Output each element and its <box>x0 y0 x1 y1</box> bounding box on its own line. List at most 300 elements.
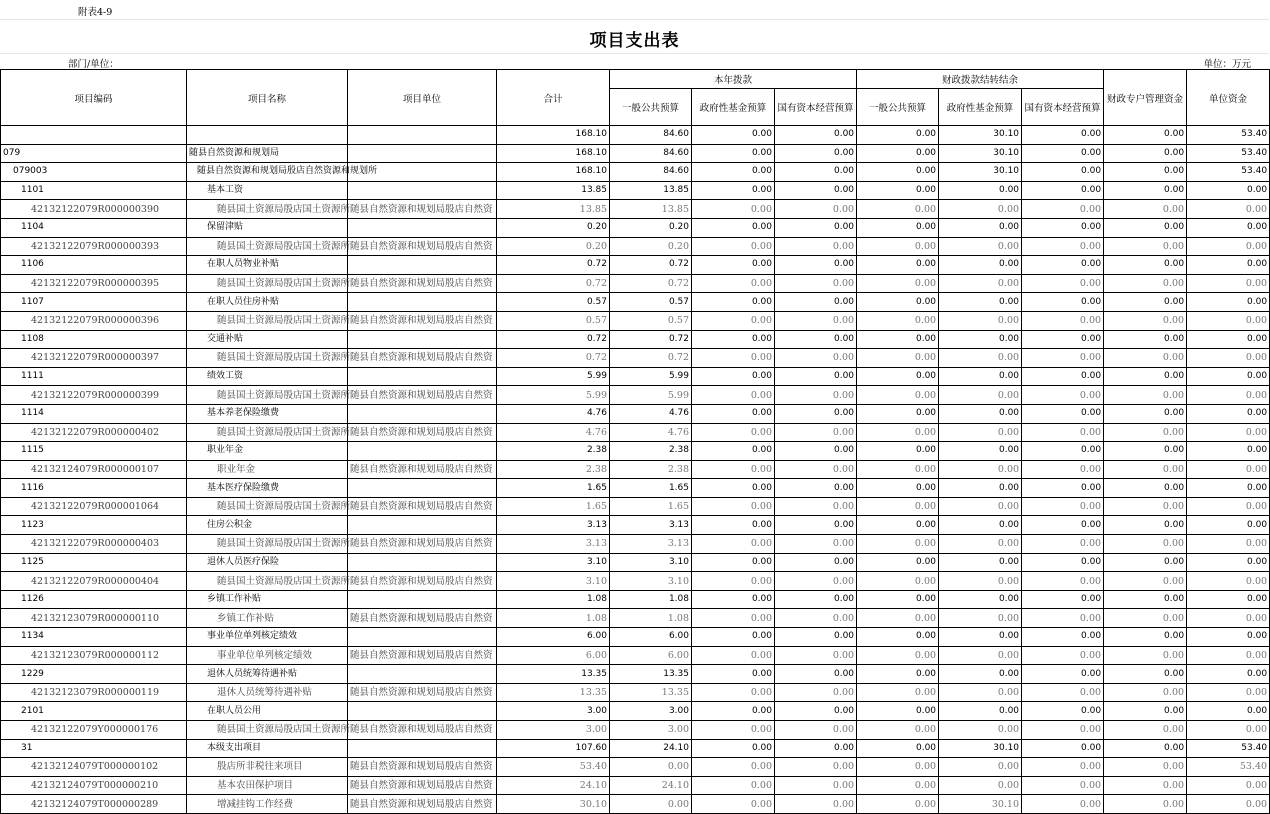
cell-general: 3.00 <box>610 721 692 740</box>
cell-own: 0.00 <box>1187 590 1270 609</box>
cell-general: 6.00 <box>610 628 692 647</box>
cell-state: 0.00 <box>775 423 857 442</box>
cell-name: 乡镇工作补贴 <box>187 590 348 609</box>
cell-fund2: 0.00 <box>939 460 1022 479</box>
cell-general2: 0.00 <box>857 386 939 405</box>
cell-state2: 0.00 <box>1022 349 1104 368</box>
cell-state: 0.00 <box>775 646 857 665</box>
cell-special: 0.00 <box>1104 163 1187 182</box>
col-own-header[interactable]: 单位资金 <box>1187 70 1270 126</box>
cell-code: 1107 <box>1 293 187 312</box>
cell-special: 0.00 <box>1104 330 1187 349</box>
cell-state: 0.00 <box>775 739 857 758</box>
cell-general: 4.76 <box>610 404 692 423</box>
table-row[interactable] <box>1 460 1270 479</box>
cell-total: 3.13 <box>497 535 610 554</box>
cell-fund2: 0.00 <box>939 330 1022 349</box>
cell-own: 0.00 <box>1187 442 1270 461</box>
cell-general2: 0.00 <box>857 442 939 461</box>
table-row[interactable] <box>1 349 1270 368</box>
cell-fund2: 0.00 <box>939 423 1022 442</box>
cell-state: 0.00 <box>775 311 857 330</box>
cell-fund2: 0.00 <box>939 293 1022 312</box>
cell-state2: 0.00 <box>1022 460 1104 479</box>
cell-state2: 0.00 <box>1022 758 1104 777</box>
cell-name: 随县国土资源局殷店国土资源所 <box>187 423 348 442</box>
col-state2-header[interactable]: 国有资本经营预算 <box>1022 89 1104 126</box>
table-row[interactable] <box>1 200 1270 219</box>
col-general-header[interactable]: 一般公共预算 <box>610 89 692 126</box>
cell-state: 0.00 <box>775 516 857 535</box>
top-note-row <box>0 0 1269 20</box>
cell-name: 退休人员统筹待遇补贴 <box>187 665 348 684</box>
cell-state2: 0.00 <box>1022 256 1104 275</box>
cell-state2: 0.00 <box>1022 590 1104 609</box>
cell-general: 2.38 <box>610 442 692 461</box>
cell-fund2: 30.10 <box>939 144 1022 163</box>
cell-name: 随县国土资源局殷店国土资源所 <box>187 349 348 368</box>
cell-own: 0.00 <box>1187 386 1270 405</box>
cell-general: 4.76 <box>610 423 692 442</box>
cell-unit <box>348 442 497 461</box>
page-title: 项目支出表 <box>589 31 680 51</box>
cell-own: 53.40 <box>1187 758 1270 777</box>
cell-total: 30.10 <box>497 795 610 814</box>
cell-state: 0.00 <box>775 163 857 182</box>
table-row[interactable] <box>1 144 1270 163</box>
table-row[interactable] <box>1 479 1270 498</box>
cell-general2: 0.00 <box>857 256 939 275</box>
cell-general: 0.20 <box>610 237 692 256</box>
cell-total: 0.20 <box>497 237 610 256</box>
cell-state2: 0.00 <box>1022 386 1104 405</box>
cell-fund: 0.00 <box>692 553 775 572</box>
table-row[interactable] <box>1 423 1270 442</box>
cell-fund: 0.00 <box>692 572 775 591</box>
cell-total: 1.08 <box>497 609 610 628</box>
cell-unit <box>348 702 497 721</box>
cell-total: 4.76 <box>497 404 610 423</box>
table-row[interactable] <box>1 721 1270 740</box>
cell-unit <box>348 293 497 312</box>
cell-total: 3.00 <box>497 721 610 740</box>
cell-unit <box>348 628 497 647</box>
cell-name <box>187 126 348 145</box>
cell-name: 退休人员医疗保险 <box>187 553 348 572</box>
table-row[interactable] <box>1 553 1270 572</box>
cell-special: 0.00 <box>1104 479 1187 498</box>
cell-state2: 0.00 <box>1022 609 1104 628</box>
table-row[interactable] <box>1 776 1270 795</box>
cell-general: 3.13 <box>610 516 692 535</box>
cell-fund: 0.00 <box>692 163 775 182</box>
cell-fund2: 0.00 <box>939 665 1022 684</box>
cell-special: 0.00 <box>1104 553 1187 572</box>
cell-name: 基本农田保护项目 <box>187 776 348 795</box>
cell-fund2: 0.00 <box>939 535 1022 554</box>
table-row[interactable] <box>1 274 1270 293</box>
cell-fund2: 0.00 <box>939 218 1022 237</box>
cell-state2: 0.00 <box>1022 330 1104 349</box>
cell-unit <box>348 256 497 275</box>
col-code-header[interactable]: 项目编码 <box>1 70 187 126</box>
cell-fund2: 0.00 <box>939 311 1022 330</box>
table-row[interactable] <box>1 367 1270 386</box>
cell-code: 1106 <box>1 256 187 275</box>
cell-unit: 随县自然资源和规划局殷店自然资 <box>348 274 497 293</box>
cell-special: 0.00 <box>1104 237 1187 256</box>
cell-name: 退休人员统筹待遇补贴 <box>187 683 348 702</box>
cell-general: 24.10 <box>610 739 692 758</box>
cell-general: 6.00 <box>610 646 692 665</box>
cell-fund: 0.00 <box>692 349 775 368</box>
col-fund2-header[interactable]: 政府性基金预算 <box>939 89 1022 126</box>
cell-own: 53.40 <box>1187 144 1270 163</box>
table-row[interactable] <box>1 590 1270 609</box>
table-row[interactable] <box>1 535 1270 554</box>
cell-own: 0.00 <box>1187 776 1270 795</box>
cell-unit: 随县自然资源和规划局殷店自然资 <box>348 646 497 665</box>
cell-state: 0.00 <box>775 702 857 721</box>
cell-total: 2.38 <box>497 442 610 461</box>
cell-fund2: 0.00 <box>939 274 1022 293</box>
cell-fund: 0.00 <box>692 497 775 516</box>
cell-general: 3.00 <box>610 702 692 721</box>
cell-state: 0.00 <box>775 795 857 814</box>
cell-unit: 随县自然资源和规划局殷店自然资 <box>348 311 497 330</box>
cell-code: 079003 <box>1 163 187 182</box>
cell-name: 绩效工资 <box>187 367 348 386</box>
cell-state2: 0.00 <box>1022 237 1104 256</box>
col-unit-header[interactable]: 项目单位 <box>348 70 497 126</box>
cell-general2: 0.00 <box>857 497 939 516</box>
cell-code: 079 <box>1 144 187 163</box>
cell-fund2: 0.00 <box>939 683 1022 702</box>
cell-state: 0.00 <box>775 293 857 312</box>
cell-code: 1134 <box>1 628 187 647</box>
cell-general: 3.10 <box>610 572 692 591</box>
table-row[interactable] <box>1 311 1270 330</box>
cell-total: 0.20 <box>497 218 610 237</box>
cell-state2: 0.00 <box>1022 181 1104 200</box>
cell-fund: 0.00 <box>692 702 775 721</box>
cell-general: 1.08 <box>610 609 692 628</box>
cell-fund2: 0.00 <box>939 404 1022 423</box>
cell-own: 0.00 <box>1187 553 1270 572</box>
cell-state: 0.00 <box>775 683 857 702</box>
cell-fund2: 0.00 <box>939 349 1022 368</box>
cell-state: 0.00 <box>775 535 857 554</box>
cell-special: 0.00 <box>1104 646 1187 665</box>
cell-name: 随县国土资源局殷店国土资源所 <box>187 535 348 554</box>
cell-state: 0.00 <box>775 553 857 572</box>
cell-special: 0.00 <box>1104 181 1187 200</box>
table-row[interactable] <box>1 181 1270 200</box>
cell-code: 42132122079R000000393 <box>1 237 187 256</box>
table-row[interactable] <box>1 646 1270 665</box>
table-row[interactable] <box>1 702 1270 721</box>
cell-fund: 0.00 <box>692 609 775 628</box>
cell-special: 0.00 <box>1104 795 1187 814</box>
cell-general2: 0.00 <box>857 516 939 535</box>
cell-own: 0.00 <box>1187 200 1270 219</box>
cell-total: 13.85 <box>497 181 610 200</box>
cell-state: 0.00 <box>775 144 857 163</box>
cell-state: 0.00 <box>775 479 857 498</box>
cell-special: 0.00 <box>1104 739 1187 758</box>
cell-fund: 0.00 <box>692 776 775 795</box>
cell-own: 0.00 <box>1187 516 1270 535</box>
cell-fund2: 0.00 <box>939 181 1022 200</box>
cell-state2: 0.00 <box>1022 163 1104 182</box>
cell-own: 0.00 <box>1187 330 1270 349</box>
cell-fund: 0.00 <box>692 739 775 758</box>
cell-general: 0.00 <box>610 758 692 777</box>
cell-general: 5.99 <box>610 386 692 405</box>
cell-general2: 0.00 <box>857 423 939 442</box>
cell-special: 0.00 <box>1104 590 1187 609</box>
cell-fund2: 0.00 <box>939 386 1022 405</box>
cell-state: 0.00 <box>775 274 857 293</box>
col-total-header[interactable]: 合计 <box>497 70 610 126</box>
cell-general: 84.60 <box>610 144 692 163</box>
cell-special: 0.00 <box>1104 460 1187 479</box>
cell-own: 53.40 <box>1187 739 1270 758</box>
cell-fund2: 0.00 <box>939 516 1022 535</box>
cell-special: 0.00 <box>1104 721 1187 740</box>
cell-code: 42132123079R000000112 <box>1 646 187 665</box>
cell-own: 0.00 <box>1187 218 1270 237</box>
cell-own: 0.00 <box>1187 479 1270 498</box>
cell-state: 0.00 <box>775 218 857 237</box>
cell-total: 168.10 <box>497 126 610 145</box>
cell-total: 0.72 <box>497 330 610 349</box>
cell-state: 0.00 <box>775 460 857 479</box>
cell-fund2: 0.00 <box>939 497 1022 516</box>
cell-name: 职业年金 <box>187 442 348 461</box>
cell-code: 1115 <box>1 442 187 461</box>
title-bar <box>0 20 1269 54</box>
cell-state2: 0.00 <box>1022 200 1104 219</box>
cell-state2: 0.00 <box>1022 274 1104 293</box>
table-row[interactable] <box>1 293 1270 312</box>
cell-name: 在职人员公用 <box>187 702 348 721</box>
cell-state: 0.00 <box>775 181 857 200</box>
cell-unit <box>348 404 497 423</box>
table-row[interactable] <box>1 497 1270 516</box>
cell-code: 1116 <box>1 479 187 498</box>
cell-fund: 0.00 <box>692 442 775 461</box>
table-row[interactable] <box>1 683 1270 702</box>
cell-special: 0.00 <box>1104 367 1187 386</box>
table-row[interactable] <box>1 628 1270 647</box>
cell-special: 0.00 <box>1104 200 1187 219</box>
cell-general2: 0.00 <box>857 293 939 312</box>
cell-general: 0.20 <box>610 218 692 237</box>
cell-general: 13.35 <box>610 665 692 684</box>
cell-general: 1.08 <box>610 590 692 609</box>
cell-code: 42132124079T000000289 <box>1 795 187 814</box>
cell-special: 0.00 <box>1104 683 1187 702</box>
cell-unit: 随县自然资源和规划局殷店自然资 <box>348 237 497 256</box>
table-row[interactable] <box>1 516 1270 535</box>
col-name-header[interactable]: 项目名称 <box>187 70 348 126</box>
cell-fund: 0.00 <box>692 646 775 665</box>
cell-unit <box>348 590 497 609</box>
cell-total: 3.13 <box>497 516 610 535</box>
cell-state: 0.00 <box>775 721 857 740</box>
cell-code: 42132122079R000000397 <box>1 349 187 368</box>
table-row[interactable] <box>1 126 1270 145</box>
cell-name: 基本养老保险缴费 <box>187 404 348 423</box>
cell-unit: 随县自然资源和规划局殷店自然资 <box>348 795 497 814</box>
cell-general: 0.72 <box>610 349 692 368</box>
cell-own: 0.00 <box>1187 423 1270 442</box>
table-row[interactable] <box>1 739 1270 758</box>
cell-fund: 0.00 <box>692 200 775 219</box>
cell-fund: 0.00 <box>692 311 775 330</box>
col-state-header[interactable]: 国有资本经营预算 <box>775 89 857 126</box>
cell-own: 0.00 <box>1187 609 1270 628</box>
cell-fund: 0.00 <box>692 367 775 386</box>
cell-unit: 随县自然资源和规划局殷店自然资 <box>348 535 497 554</box>
cell-special: 0.00 <box>1104 609 1187 628</box>
cell-code: 1104 <box>1 218 187 237</box>
cell-state2: 0.00 <box>1022 144 1104 163</box>
cell-state2: 0.00 <box>1022 293 1104 312</box>
cell-code: 42132123079R000000119 <box>1 683 187 702</box>
table-row[interactable] <box>1 163 1270 182</box>
cell-total: 168.10 <box>497 144 610 163</box>
cell-fund2: 0.00 <box>939 590 1022 609</box>
cell-special: 0.00 <box>1104 218 1187 237</box>
cell-unit <box>348 665 497 684</box>
cell-state: 0.00 <box>775 330 857 349</box>
cell-general: 13.85 <box>610 200 692 219</box>
table-row[interactable] <box>1 795 1270 814</box>
cell-state2: 0.00 <box>1022 739 1104 758</box>
cell-state: 0.00 <box>775 442 857 461</box>
cell-name: 交通补贴 <box>187 330 348 349</box>
cell-fund2: 0.00 <box>939 776 1022 795</box>
cell-total: 3.10 <box>497 553 610 572</box>
cell-fund: 0.00 <box>692 330 775 349</box>
cell-name: 住房公积金 <box>187 516 348 535</box>
cell-special: 0.00 <box>1104 665 1187 684</box>
cell-total: 1.65 <box>497 479 610 498</box>
cell-special: 0.00 <box>1104 293 1187 312</box>
cell-unit: 随县自然资源和规划局殷店自然资 <box>348 497 497 516</box>
cell-general: 13.85 <box>610 181 692 200</box>
cell-special: 0.00 <box>1104 702 1187 721</box>
cell-fund: 0.00 <box>692 479 775 498</box>
cell-own: 0.00 <box>1187 702 1270 721</box>
table-row[interactable] <box>1 442 1270 461</box>
cell-state2: 0.00 <box>1022 311 1104 330</box>
cell-own: 0.00 <box>1187 274 1270 293</box>
table-row[interactable] <box>1 758 1270 777</box>
cell-own: 0.00 <box>1187 237 1270 256</box>
col-special-header[interactable]: 财政专户管理资金 <box>1104 70 1187 126</box>
cell-fund: 0.00 <box>692 683 775 702</box>
cell-state: 0.00 <box>775 590 857 609</box>
expenditure-table <box>0 69 1270 814</box>
table-row[interactable] <box>1 218 1270 237</box>
table-row[interactable] <box>1 572 1270 591</box>
cell-general: 1.65 <box>610 479 692 498</box>
cell-special: 0.00 <box>1104 497 1187 516</box>
cell-unit: 随县自然资源和规划局殷店自然资 <box>348 758 497 777</box>
cell-general2: 0.00 <box>857 665 939 684</box>
col-fund-header[interactable]: 政府性基金预算 <box>692 89 775 126</box>
cell-state: 0.00 <box>775 367 857 386</box>
col-general2-header[interactable]: 一般公共预算 <box>857 89 939 126</box>
table-row[interactable] <box>1 386 1270 405</box>
cell-fund2: 0.00 <box>939 721 1022 740</box>
cell-own: 0.00 <box>1187 293 1270 312</box>
cell-code: 42132122079R000000404 <box>1 572 187 591</box>
cell-state2: 0.00 <box>1022 516 1104 535</box>
cell-total: 3.10 <box>497 572 610 591</box>
table-row[interactable] <box>1 609 1270 628</box>
cell-state2: 0.00 <box>1022 776 1104 795</box>
cell-general: 3.10 <box>610 553 692 572</box>
cell-code: 31 <box>1 739 187 758</box>
cell-state: 0.00 <box>775 776 857 795</box>
cell-general2: 0.00 <box>857 553 939 572</box>
cell-special: 0.00 <box>1104 758 1187 777</box>
cell-unit <box>348 218 497 237</box>
cell-fund2: 30.10 <box>939 795 1022 814</box>
cell-general2: 0.00 <box>857 721 939 740</box>
cell-own: 0.00 <box>1187 460 1270 479</box>
cell-code: 42132122079R000001064 <box>1 497 187 516</box>
table-row[interactable] <box>1 330 1270 349</box>
cell-code: 42132124079T000000102 <box>1 758 187 777</box>
appendix-note: 附表4-9 <box>78 7 113 18</box>
cell-name: 随县国土资源局殷店国土资源所 <box>187 721 348 740</box>
cell-unit <box>348 367 497 386</box>
cell-fund2: 30.10 <box>939 126 1022 145</box>
cell-general2: 0.00 <box>857 126 939 145</box>
cell-general2: 0.00 <box>857 218 939 237</box>
cell-special: 0.00 <box>1104 144 1187 163</box>
cell-total: 1.08 <box>497 590 610 609</box>
cell-state2: 0.00 <box>1022 404 1104 423</box>
cell-total: 13.85 <box>497 200 610 219</box>
cell-name: 基本医疗保险缴费 <box>187 479 348 498</box>
cell-own: 0.00 <box>1187 535 1270 554</box>
cell-special: 0.00 <box>1104 442 1187 461</box>
cell-state: 0.00 <box>775 572 857 591</box>
table-row[interactable] <box>1 256 1270 275</box>
table-row[interactable] <box>1 665 1270 684</box>
cell-code: 42132124079T000000210 <box>1 776 187 795</box>
cell-name: 随县国土资源局殷店国土资源所 <box>187 311 348 330</box>
cell-unit: 随县自然资源和规划局殷店自然资 <box>348 776 497 795</box>
cell-state: 0.00 <box>775 758 857 777</box>
cell-general2: 0.00 <box>857 144 939 163</box>
cell-own: 0.00 <box>1187 367 1270 386</box>
table-row[interactable] <box>1 237 1270 256</box>
cell-fund: 0.00 <box>692 516 775 535</box>
cell-unit: 随县自然资源和规划局殷店自然资 <box>348 683 497 702</box>
cell-unit <box>348 516 497 535</box>
table-row[interactable] <box>1 404 1270 423</box>
meta-row <box>0 54 1269 70</box>
cell-general2: 0.00 <box>857 776 939 795</box>
cell-general2: 0.00 <box>857 367 939 386</box>
